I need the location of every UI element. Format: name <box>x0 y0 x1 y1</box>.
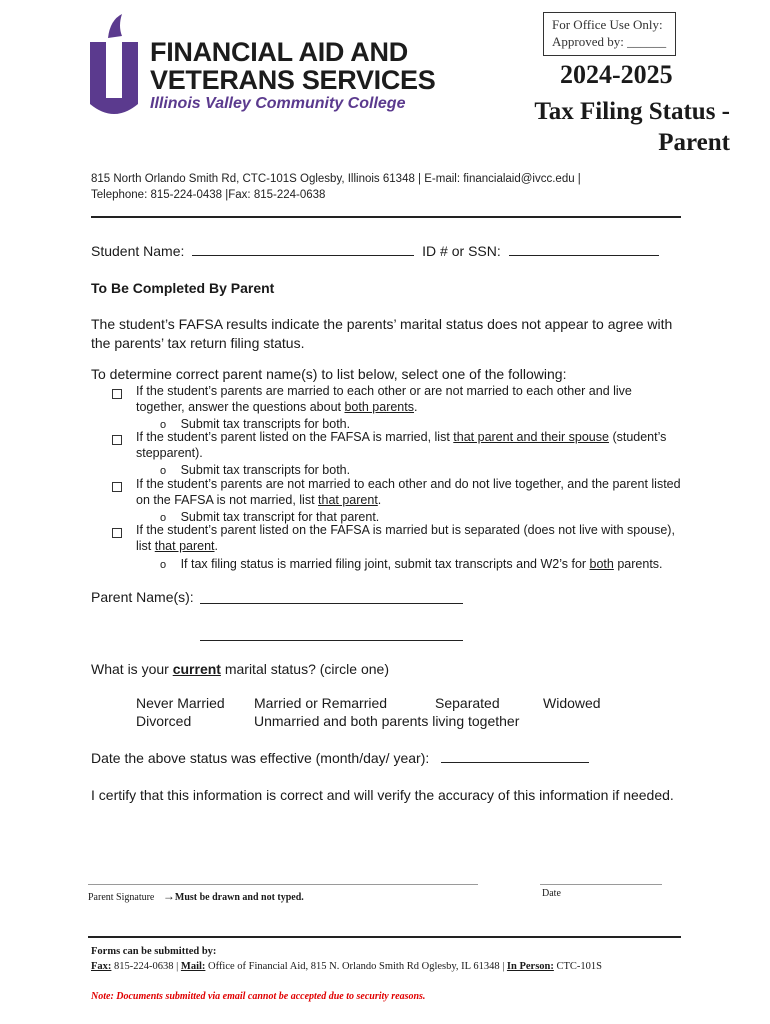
certification-statement: I certify that this information is correct and will verify the accuracy of this information if needed. <box>91 787 674 803</box>
parent-signature-field[interactable] <box>88 884 478 885</box>
option-3-text: If the student’s parents are not married to each other and do not live together, and the parent listed on the FAFSA is not married, list that parent. <box>136 477 681 507</box>
office-use-label: For Office Use Only: <box>552 17 663 32</box>
signature-date-field[interactable] <box>540 884 662 885</box>
college-name: Illinois Valley Community College <box>150 95 406 112</box>
option-2-text: If the student’s parent listed on the FAFSA is married, list that parent and their spouse (student’s stepparent). <box>136 430 667 460</box>
logo-title-line1: FINANCIAL AID AND <box>150 37 408 67</box>
arrow-right-icon: → <box>162 889 175 903</box>
status-divorced[interactable]: Divorced <box>136 713 192 729</box>
contact-address <box>91 171 611 203</box>
student-id-label: ID # or SSN: <box>422 243 501 259</box>
instructions-text: To determine correct parent name(s) to list below, select one of the following: <box>91 366 567 382</box>
option-4-sub: o If tax filing status is married filing joint, submit tax transcripts and W2’s for both parents. <box>160 557 663 571</box>
title-line1: Tax Filing Status - <box>534 98 730 125</box>
status-unmarried-together[interactable]: Unmarried and both parents living together <box>254 713 520 729</box>
student-id-field[interactable] <box>509 243 659 256</box>
school-year: 2024-2025 <box>560 60 673 89</box>
title-line2: Parent <box>658 129 730 156</box>
bullet-icon: o <box>160 465 167 477</box>
intro-paragraph: The student’s FAFSA results indicate the parents’ marital status does not appear to agree with the parents’ tax return filing status. <box>91 316 673 351</box>
option-2-sub: o Submit tax transcripts for both. <box>160 463 351 477</box>
address-line2: Telephone: 815-224-0438 |Fax: 815-224-0638 <box>91 189 326 201</box>
logo-title-line2: VETERANS SERVICES <box>150 65 436 95</box>
bullet-icon: o <box>160 559 167 571</box>
status-never-married[interactable]: Never Married <box>136 695 225 711</box>
status-separated[interactable]: Separated <box>435 695 500 711</box>
footer-divider <box>88 936 681 938</box>
signature-date-label: Date <box>542 888 561 899</box>
status-married-or-remarried[interactable]: Married or Remarried <box>254 695 388 711</box>
submission-methods: Fax: 815-224-0638 | Mail: Office of Financial Aid, 815 N. Orlando Smith Rd Oglesby, IL 61348 | In Person: CTC-101S <box>91 961 603 972</box>
student-info-row <box>91 243 659 259</box>
date-effective-label: Date the above status was effective (month/day/ year): <box>91 750 430 766</box>
office-use-box <box>543 12 676 56</box>
bullet-icon: o <box>160 419 167 431</box>
option-1-sub: o Submit tax transcripts for both. <box>160 417 351 431</box>
option-3-checkbox[interactable] <box>112 482 122 492</box>
security-note: Note: Documents submitted via email cannot be accepted due to security reasons. <box>91 991 426 1002</box>
parent-signature-label: Parent Signature →Must be drawn and not typed. <box>88 889 304 903</box>
approved-by-label: Approved by: ______ <box>552 34 667 49</box>
option-1-checkbox[interactable] <box>112 389 122 399</box>
parent-name-field-2[interactable] <box>200 640 463 641</box>
college-logo-icon <box>88 12 140 116</box>
student-name-label: Student Name: <box>91 243 185 259</box>
header-divider <box>91 216 681 218</box>
address-line1: 815 North Orlando Smith Rd, CTC-101S Oglesby, Illinois 61348 | E-mail: financialaid@ivcc.edu | <box>91 173 581 185</box>
option-2-checkbox[interactable] <box>112 435 122 445</box>
date-effective-field[interactable] <box>441 750 589 763</box>
option-1-text: If the student’s parents are married to each other or are not married to each other and live together, answer the questions about both parents. <box>136 384 632 414</box>
date-effective-row <box>91 750 589 766</box>
option-4-text: If the student’s parent listed on the FAFSA is married but is separated (does not live with spouse), list that parent. <box>136 523 675 553</box>
section-heading: To Be Completed By Parent <box>91 280 275 296</box>
parent-name-field-1[interactable] <box>200 603 463 604</box>
student-name-field[interactable] <box>192 243 414 256</box>
option-3-sub: o Submit tax transcript for that parent. <box>160 510 380 524</box>
page-title <box>470 96 730 158</box>
parent-names-label: Parent Name(s): <box>91 589 194 605</box>
marital-status-question: What is your current marital status? (circle one) <box>91 661 389 677</box>
forms-submission-title: Forms can be submitted by: <box>91 946 217 957</box>
status-widowed[interactable]: Widowed <box>543 695 601 711</box>
bullet-icon: o <box>160 512 167 524</box>
option-4-checkbox[interactable] <box>112 528 122 538</box>
